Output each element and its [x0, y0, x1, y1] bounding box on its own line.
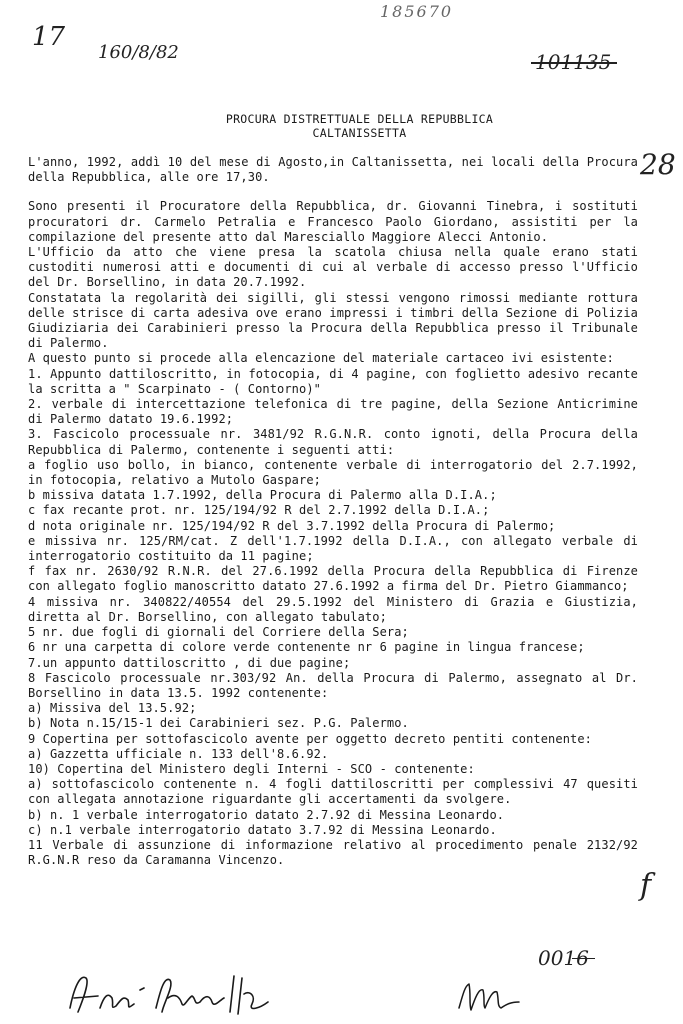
document-heading-office: PROCURA DISTRETTUALE DELLA REPUBBLICA [225, 112, 494, 126]
list-item: b) n. 1 verbale interrogatorio datato 2.7.92 di Messina Leonardo. [28, 807, 505, 822]
list-item: 8 Fascicolo processuale nr.303/92 An. della Procura di Palermo, assegnato al Dr. Borsellino in data 13.5. 1992 contenente: [28, 670, 638, 700]
protocol-number-text: 101135 [535, 50, 612, 74]
list-item: e missiva nr. 125/RM/cat. Z dell'1.7.1992 della D.I.A., con allegato verbale di interrogatorio costituito da 11 pagine; [28, 533, 638, 564]
paragraph-attendees: Sono presenti il Procuratore della Repubblica, dr. Giovanni Tinebra, i sostituti procuratori dr. Carmelo Petralia e Francesco Paolo Giordano, assistiti per la compilazione del presente atto dal Maresciallo Maggiore Alecci Antonio. [28, 199, 638, 244]
list-item: 3. Fascicolo processuale nr. 3481/92 R.G.N.R. conto ignoti, della Procura della Repubblica di Palermo, contenente i seguenti atti: [28, 427, 638, 457]
paragraph-box: L'Ufficio da atto che viene presa la scatola chiusa nella quale erano stati custoditi numerosi atti e documenti di cui al verbale di accesso presso l'Ufficio del Dr. Borsellino, in data 20.7.1992. [28, 245, 638, 290]
list-item: b) Nota n.15/15-1 dei Carabinieri sez. P.G. Palermo. [28, 716, 409, 731]
list-item: a) Missiva del 13.5.92; [28, 701, 197, 716]
folio-number-text: 0016 [538, 946, 589, 970]
paragraph-seals: Constatata la regolarità dei sigilli, gli stessi vengono rimossi mediante rottura delle strisce di carta adesiva ove erano impressi i timbri della Sezione di Polizia Giudiziaria dei Carabinieri presso la Procura della Repubblica presso il Tribunale di Palermo. [28, 290, 638, 351]
list-item: 2. verbale di intercettazione telefonica di tre pagine, della Sezione Anticrimine di Palermo datato 19.6.1992; [28, 397, 638, 427]
list-item: 10) Copertina del Ministero degli Interni - SCO - contenente: [28, 761, 475, 776]
list-item: 5 nr. due fogli di giornali del Corriere della Sera; [28, 625, 409, 640]
handwritten-margin-mark: f [640, 868, 652, 903]
handwritten-signature-right [455, 972, 525, 1016]
list-item: a foglio uso bollo, in bianco, contenente verbale di interrogatorio del 2.7.1992, in fotocopia, relativo a Mutolo Gaspare; [28, 457, 638, 488]
list-item: 7.un appunto dattiloscritto , di due pagine; [28, 655, 351, 670]
list-item: 9 Copertina per sottofascicolo avente per oggetto decreto pentiti contenente: [28, 731, 592, 746]
strikethrough-line [531, 62, 617, 64]
list-item: 4 missiva nr. 340822/40554 del 29.5.1992 del Ministero di Grazia e Giustizia, diretta al Dr. Borsellino, con allegato tabulato; [28, 594, 638, 624]
list-item: 6 nr una carpetta di colore verde contenente nr 6 pagine in lingua francese; [28, 640, 585, 655]
list-item: 1. Appunto dattiloscritto, in fotocopia, di 4 pagine, con foglietto adesivo recante la scritta a " Scarpinato - ( Contorno)" [28, 366, 638, 396]
document-body [28, 155, 638, 868]
paragraph-spacer [28, 185, 638, 199]
folio-number [538, 946, 589, 970]
handwritten-side-number: 28 [640, 148, 676, 181]
list-item: a) Gazzetta ufficiale n. 133 dell'8.6.92. [28, 746, 329, 761]
protocol-number [535, 50, 611, 74]
handwritten-page-number: 17 [32, 22, 66, 52]
list-item: d nota originale nr. 125/194/92 R del 3.7.1992 della Procura di Palermo; [28, 518, 556, 533]
paragraph-list-intro: A questo punto si procede alla elencazione del materiale cartaceo ivi esistente: [28, 351, 614, 366]
list-item: c) n.1 verbale interrogatorio datato 3.7.92 di Messina Leonardo. [28, 822, 497, 837]
document-heading-city: CALTANISSETTA [312, 126, 407, 140]
list-item: b missiva datata 1.7.1992, della Procura di Palermo alla D.I.A.; [28, 488, 497, 503]
list-item: a) sottofascicolo contenente n. 4 fogli dattiloscritti per complessivi 47 quesiti con allegata annotazione riguardante gli accertamenti da svolgere. [28, 777, 638, 807]
list-item: f fax nr. 2630/92 R.N.R. del 27.6.1992 della Procura della Repubblica di Firenze con allegato foglio manoscritto datato 27.6.1992 a firma del Dr. Pietro Giammanco; [28, 564, 638, 594]
handwritten-signature-left [64, 968, 284, 1020]
list-item: 11 Verbale di assunzione di informazione relativo al procedimento penale 2132/92 R.G.N.R reso da Caramanna Vincenzo. [28, 837, 638, 868]
handwritten-date: 160/8/82 [98, 42, 179, 63]
stamp-number: 185670 [380, 2, 454, 21]
list-item: c fax recante prot. nr. 125/194/92 R del 2.7.1992 della D.I.A.; [28, 503, 490, 518]
strikethrough-line [572, 958, 595, 959]
paragraph-opening: L'anno, 1992, addì 10 del mese di Agosto,in Caltanissetta, nei locali della Procura della Repubblica, alle ore 17,30. [28, 155, 638, 185]
